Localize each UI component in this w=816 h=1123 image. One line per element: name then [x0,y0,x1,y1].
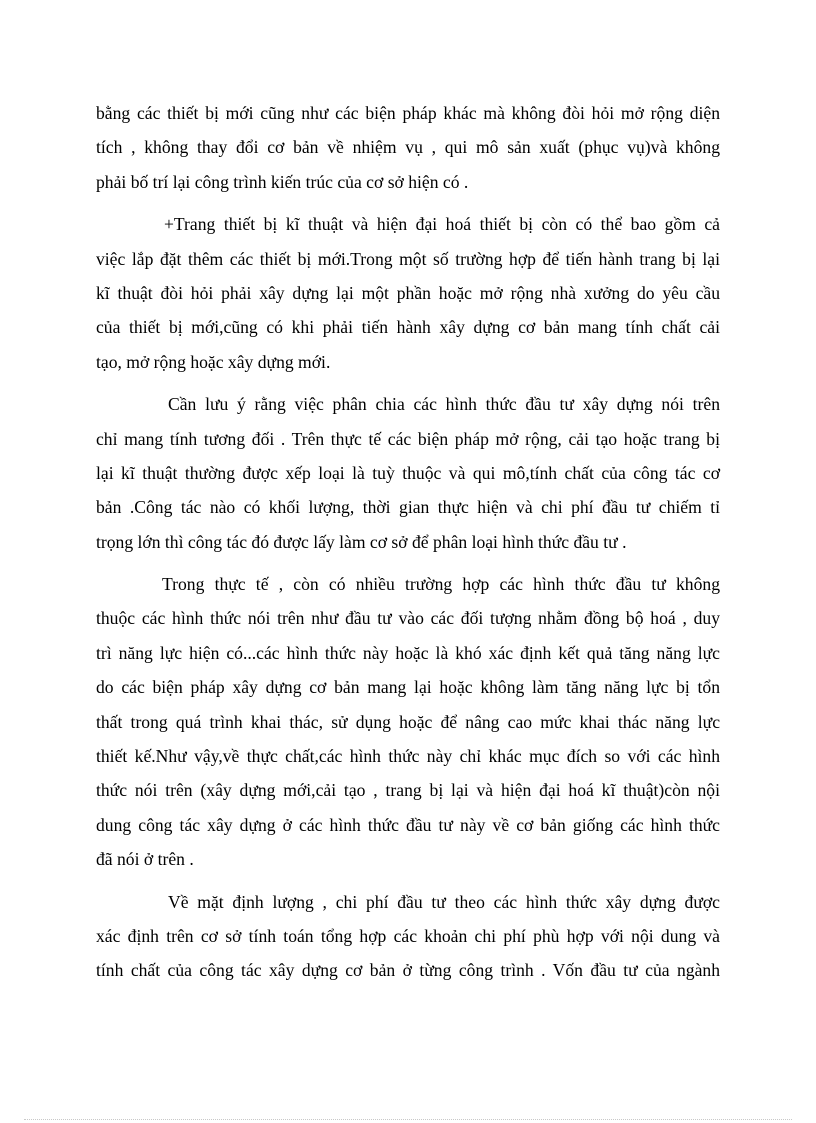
text-line: Về mặt định lượng , chi phí đầu tư theo các hình thức xây dựng được [168,891,720,912]
text-line: của thiết bị mới,cũng có khi phải tiến hành xây dựng cơ bản mang tính chất cải [96,317,720,338]
text-line: lại kĩ thuật thường được xếp loại là tuỳ thuộc và qui mô,tính chất của công tác cơ [96,462,720,483]
text-line: việc lắp đặt thêm các thiết bị mới.Trong một số trường hợp để tiến hành trang bị lại [96,248,720,269]
text-line: đã nói ở trên . [96,849,194,870]
paragraph-3 [96,387,720,559]
text-line: thất trong quá trình khai thác, sử dụng hoặc để nâng cao mức khai thác năng lực [96,711,720,732]
text-line: tính chất của công tác xây dựng cơ bản ở từng công trình . Vốn đầu tư của ngành [96,960,720,981]
text-line: do các biện pháp xây dựng cơ bản mang lại hoặc không làm tăng năng lực bị tổn [96,677,720,698]
text-line: tạo, mở rộng hoặc xây dựng mới. [96,351,331,372]
text-line: Cần lưu ý rằng việc phân chia các hình thức đầu tư xây dựng nói trên [168,394,720,415]
text-line: phải bố trí lại công trình kiến trúc của cơ sở hiện có . [96,171,469,192]
text-line: trọng lớn thì công tác đó được lấy làm cơ sở để phân loại hình thức đầu tư . [96,531,627,552]
paragraph-5 [96,885,720,988]
text-line: thuộc các hình thức nói trên như đầu tư vào các đối tượng nhằm đồng bộ hoá , duy [96,608,720,629]
text-line: xác định trên cơ sở tính toán tổng hợp các khoản chi phí phù hợp với nội dung và [96,925,720,946]
paragraph-2 [96,207,720,379]
text-line: bản .Công tác nào có khối lượng, thời gian thực hiện và chi phí đầu tư chiếm tỉ [96,497,720,518]
text-line: tích , không thay đổi cơ bản về nhiệm vụ , qui mô sản xuất (phục vụ)và không [96,137,720,158]
text-line: trì năng lực hiện có...các hình thức này hoặc là khó xác định kết quả tăng năng lực [96,642,720,663]
text-line: thức nói trên (xây dựng mới,cải tạo , trang bị lại và hiện đại hoá kĩ thuật)còn nội [96,780,720,801]
paragraph-1 [96,96,720,199]
paragraph-4 [96,567,720,877]
text-line: bằng các thiết bị mới cũng như các biện pháp khác mà không đòi hỏi mở rộng diện [96,103,720,123]
text-line: dung công tác xây dựng ở các hình thức đầu tư này về cơ bản giống các hình thức [96,814,720,835]
page-bottom-divider [24,1119,792,1120]
text-line: +Trang thiết bị kĩ thuật và hiện đại hoá thiết bị còn có thể bao gồm cả [164,214,720,235]
text-line: thiết kế.Như vậy,về thực chất,các hình thức này chỉ khác mục đích so với các hình [96,746,720,767]
text-line: kĩ thuật đòi hỏi phải xây dựng lại một phần hoặc mở rộng nhà xưởng do yêu cầu [96,282,720,303]
text-line: Trong thực tế , còn có nhiều trường hợp các hình thức đầu tư không [162,574,720,595]
document-page [96,96,720,988]
text-line: chỉ mang tính tương đối . Trên thực tế các biện pháp mở rộng, cải tạo hoặc trang bị [96,428,720,449]
